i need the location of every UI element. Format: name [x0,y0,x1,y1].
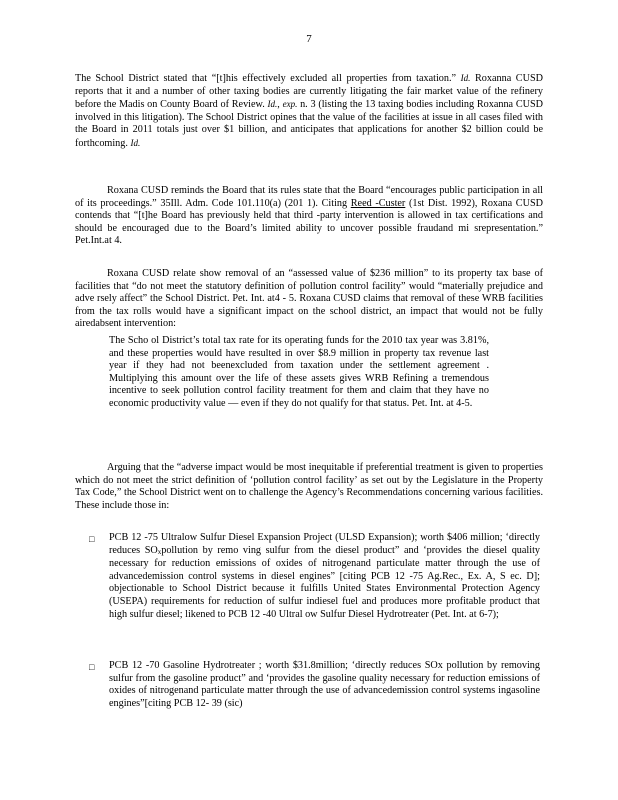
paragraph-4: Arguing that the “adverse impact would be most inequitable if preferential treatment is given to properties which do not meet the strict definition of ‘pollution control facility’ as set out by the Legislature in the Property Tax Code,” the School District went on to challenge the Agency’s Recommendations concerning various facilities. These include those in: [75,462,543,511]
p1-text-d: n. 3 (listing the 13 taxing bodies including Roxanna CUSD involved in this litigation). The School District opines that the value of the facilities at issue in all cases filed with the Board in 2011 totals just over $1 billion, and anticipates that applications for another $2 billion could be forthcoming. [75,99,544,149]
bullet-item [109,660,540,710]
checkbox-bullet-icon: □ [89,662,95,672]
bullet-2-text: PCB 12 -70 Gasoline Hydrotreater ; worth $31.8million; ‘directly reduces SOx pollution by removing sulfur from the gasoline product” and ‘provides the gasoline quality necessary for reduction emissions of oxides of nitrogenand particulate matter through the use of advancedemission control systems ingasoline engines”[citing PCB 12- 39 (sic) [109,660,540,709]
block-quote: The Scho ol District’s total tax rate for its operating funds for the 2010 tax year was 3.81%, and these properties would have resulted in over $8.9 million in property tax revenue last year if they had not beenexcluded from taxation under the settlement agreement . Multiplying this amount over the life of these assets gives WRB Refining a tremendous incentive to seek pollution control facility treatment for them and claim that they have no economic productivity value — even if they do not qualify for that status. Pet. Int. at 4-5. [109,335,489,409]
bullet-1-text-a: PCB 12 -75 Ultralow Sulfur Diesel Expansion Project (ULSD Expansion); worth $406 million; ‘directly reduces SO [109,532,540,556]
paragraph-2 [75,185,543,248]
citation-id: Id. [460,73,471,83]
p2-text-b: (1st Dist. 1992), Roxana CUSD contends that “[t]he Board has previously held that third -party intervention is allowed in tax certifications and should be encouraged due to the Board’s limited ability to uncover possible fraudand mi srepresentation.” Pet.Int.at 4. [75,197,543,247]
citation-id: Id. [130,137,141,148]
paragraph-1 [75,72,543,151]
citation-exp: exp. [282,99,298,110]
paragraph-3: Roxana CUSD relate show removal of an “assessed value of $236 million” to its property tax base of facilities that “do not meet the statutory definition of pollution control facility” would “materially prejudice and adve rsely affect” the School District. Pet. Int. at4 - 5. Roxana CUSD claims that removal of these WRB facilities from the tax rolls would have a significant impact on the school district, an impact that would not be fully airedabsent intervention: [75,268,543,330]
bullet-1-text-b: pollution by remo ving sulfur from the diesel product” and ‘provides the diesel quality necessary for reduction emissions of oxides of nitrogenand particulate matter through the use of advancedemission control systems in diesel engines” [citing PCB 12 -75 Ag.Rec., Ex. A, S ec. D]; objectionable to School District because it fulfills United States Environmental Protection Agency (USEPA) requirements for reduction of sulfur indiesel fuel and produces more profitable product that high sulfur diesel; likened to PCB 12 -40 Ultral ow Sulfur Diesel Hydrotreater (Pet. Int. at 6-7); [109,544,540,620]
subscript: x [157,547,162,556]
p1-text-b: Roxanna CUSD reports that it and a number of other taxing bodies are currently litigating the fair market value of the refinery before the Madis on County Board of Review. [75,73,543,111]
case-citation: Reed -Custer [350,197,406,209]
p2-text-a: Roxana CUSD reminds the Board that its rules state that the Board “encourages public participation in all of its proceedings.” 35Ill. Adm. Code 101.110(a) (201 1). Citing [75,185,543,209]
checkbox-bullet-icon: □ [89,534,95,544]
page-number: 7 [306,33,312,45]
p1-text-a: The School District stated that “[t]his effectively excluded all properties from taxation.” [75,73,461,84]
citation-id: Id. [267,99,278,110]
bullet-item [109,532,540,621]
p1-text-c: , [277,99,283,111]
